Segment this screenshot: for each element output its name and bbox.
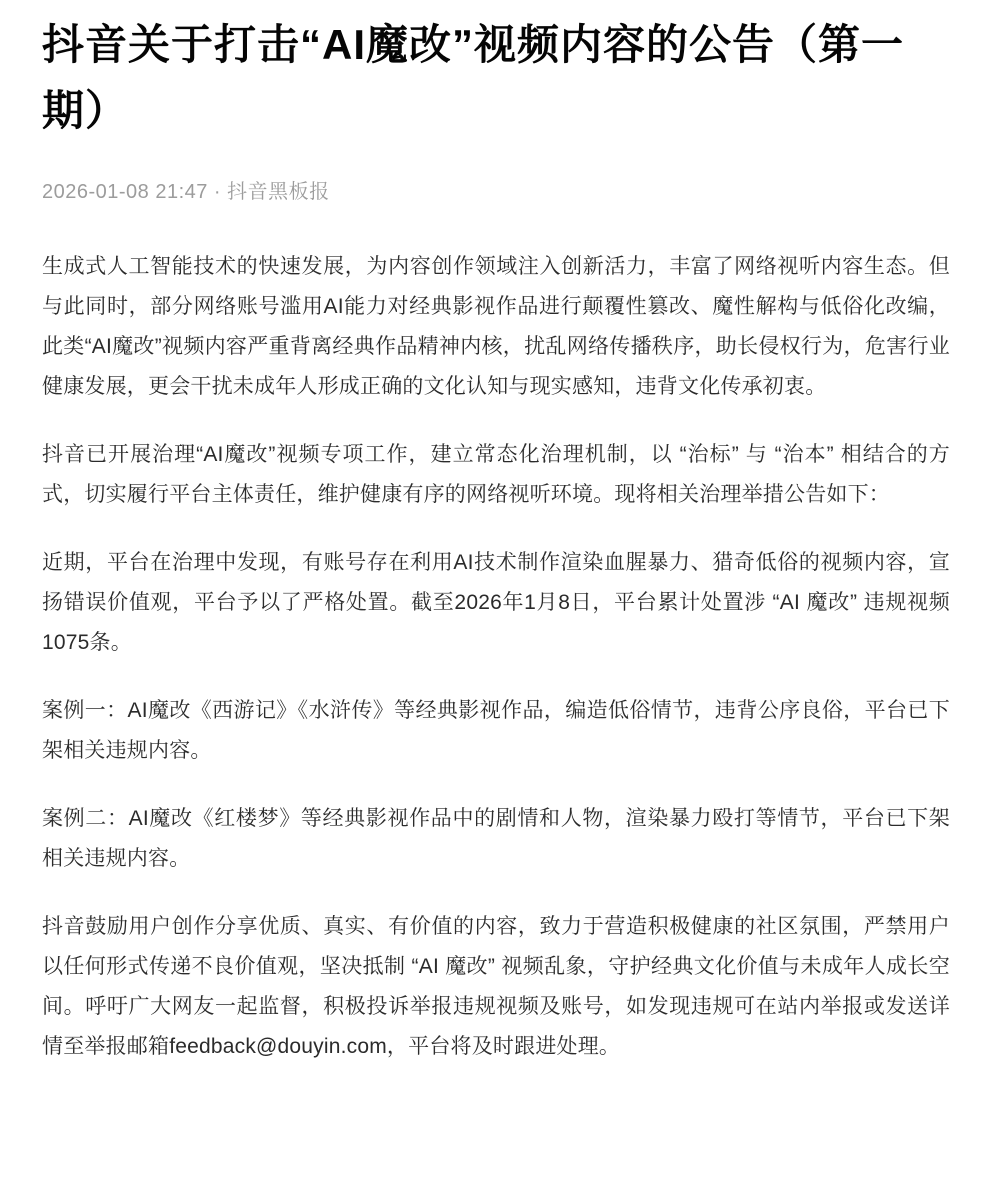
source-name[interactable]: 抖音黑板报 <box>227 181 330 203</box>
paragraph-governance: 抖音已开展治理“AI魔改”视频专项工作，建立常态化治理机制，以 “治标” 与 “治本” 相结合的方式，切实履行平台主体责任，维护健康有序的网络视听环境。现将相关治理举措公告如下： <box>42 443 950 506</box>
meta-separator: · <box>213 181 222 203</box>
article-body <box>42 247 950 1067</box>
paragraph-intro: 生成式人工智能技术的快速发展，为内容创作领域注入创新活力，丰富了网络视听内容生态。但与此同时，部分网络账号滥用AI能力对经典影视作品进行颠覆性篡改、魔性解构与低俗化改编，此类“AI魔改”视频内容严重背离经典作品精神内核，扰乱网络传播秩序，助长侵权行为，危害行业健康发展，更会干扰未成年人形成正确的文化认知与现实感知，违背文化传承初衷。 <box>42 255 950 398</box>
article-meta <box>42 180 950 204</box>
paragraph-closing: 抖音鼓励用户创作分享优质、真实、有价值的内容，致力于营造积极健康的社区氛围，严禁用户以任何形式传递不良价值观，坚决抵制 “AI 魔改” 视频乱象，守护经典文化价值与未成年人成长空间。呼吁广大网友一起监督，积极投诉举报违规视频及账号，如发现违规可在站内举报或发送详情至举报邮箱feedback@douyin.com，平台将及时跟进处理。 <box>42 915 950 1058</box>
page-title: 抖音关于打击“AI魔改”视频内容的公告（第一期） <box>42 21 905 134</box>
publish-timestamp: 2026-01-08 21:47 <box>42 181 208 203</box>
paragraph-case-two: 案例二：AI魔改《红楼梦》等经典影视作品中的剧情和人物，渲染暴力殴打等情节，平台已下架相关违规内容。 <box>42 807 950 870</box>
paragraph-case-one: 案例一：AI魔改《西游记》《水浒传》等经典影视作品，编造低俗情节，违背公序良俗，平台已下架相关违规内容。 <box>42 699 950 762</box>
paragraph-enforcement-stats: 近期，平台在治理中发现，有账号存在利用AI技术制作渲染血腥暴力、猎奇低俗的视频内容，宣扬错误价值观，平台予以了严格处置。截至2026年1月8日，平台累计处置涉 “AI 魔改” 违规视频1075条。 <box>42 551 950 654</box>
